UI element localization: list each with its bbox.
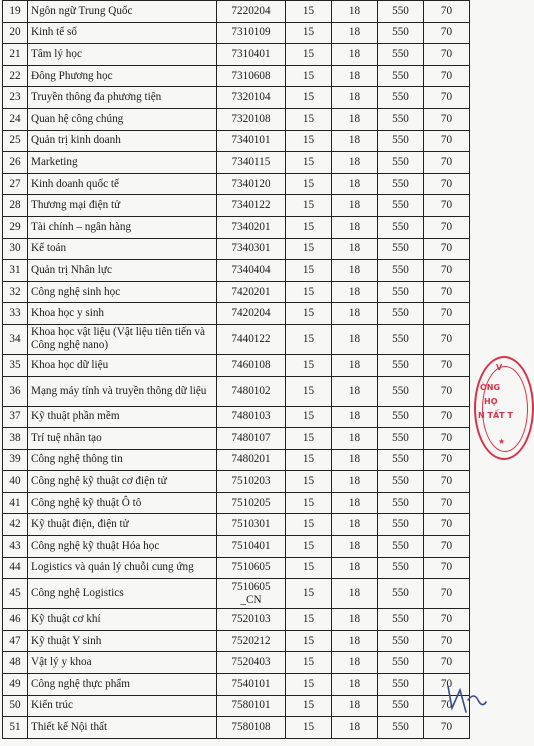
major-code: 7460108 <box>217 354 286 376</box>
value-col-2: 18 <box>332 630 378 652</box>
table-row <box>3 303 470 325</box>
major-name: Truyền thông đa phương tiện <box>28 87 217 109</box>
value-col-4: 70 <box>424 579 470 609</box>
value-col-3: 550 <box>378 428 424 450</box>
value-col-1: 15 <box>286 536 332 558</box>
value-col-3: 550 <box>378 44 424 66</box>
value-col-4: 70 <box>424 22 470 44</box>
row-number: 36 <box>3 376 28 406</box>
major-name: Công nghệ thực phẩm <box>28 674 217 696</box>
value-col-4: 70 <box>424 406 470 428</box>
major-code: 7580108 <box>217 717 286 739</box>
major-name: Kỹ thuật phần mềm <box>28 406 217 428</box>
row-number: 35 <box>3 354 28 376</box>
value-col-3: 550 <box>378 22 424 44</box>
value-col-2: 18 <box>332 324 378 354</box>
major-name: Đông Phương học <box>28 65 217 87</box>
value-col-3: 550 <box>378 303 424 325</box>
value-col-3: 550 <box>378 514 424 536</box>
value-col-3: 550 <box>378 87 424 109</box>
row-number: 19 <box>3 1 28 23</box>
value-col-4: 70 <box>424 238 470 260</box>
value-col-4: 70 <box>424 717 470 739</box>
value-col-3: 550 <box>378 260 424 282</box>
major-name: Kinh tế số <box>28 22 217 44</box>
table-row <box>3 717 470 739</box>
value-col-4: 70 <box>424 108 470 130</box>
major-code: 7540101 <box>217 674 286 696</box>
value-col-2: 18 <box>332 173 378 195</box>
table-row <box>3 130 470 152</box>
handwritten-signature <box>440 678 490 718</box>
value-col-1: 15 <box>286 652 332 674</box>
major-code: 7340404 <box>217 260 286 282</box>
major-name: Khoa học y sinh <box>28 303 217 325</box>
major-name: Công nghệ kỹ thuật Ô tô <box>28 492 217 514</box>
major-name: Quản trị Nhân lực <box>28 260 217 282</box>
row-number: 48 <box>3 652 28 674</box>
value-col-4: 70 <box>424 44 470 66</box>
row-number: 31 <box>3 260 28 282</box>
major-code: 7520403 <box>217 652 286 674</box>
value-col-3: 550 <box>378 324 424 354</box>
value-col-1: 15 <box>286 579 332 609</box>
value-col-4: 70 <box>424 65 470 87</box>
major-code: 7320108 <box>217 108 286 130</box>
value-col-3: 550 <box>378 1 424 23</box>
value-col-1: 15 <box>286 108 332 130</box>
value-col-3: 550 <box>378 717 424 739</box>
major-name: Quan hệ công chúng <box>28 108 217 130</box>
value-col-1: 15 <box>286 324 332 354</box>
value-col-1: 15 <box>286 65 332 87</box>
stamp-text-3: HỌ <box>484 397 498 406</box>
value-col-4: 70 <box>424 281 470 303</box>
stamp-text-1: V <box>496 363 503 372</box>
value-col-3: 550 <box>378 354 424 376</box>
table-row <box>3 536 470 558</box>
major-name: Công nghệ kỹ thuật cơ điện tử <box>28 471 217 493</box>
value-col-3: 550 <box>378 449 424 471</box>
value-col-3: 550 <box>378 195 424 217</box>
row-number: 21 <box>3 44 28 66</box>
major-name: Thương mại điện tử <box>28 195 217 217</box>
value-col-2: 18 <box>332 471 378 493</box>
value-col-4: 70 <box>424 1 470 23</box>
value-col-4: 70 <box>424 87 470 109</box>
row-number: 33 <box>3 303 28 325</box>
row-number: 51 <box>3 717 28 739</box>
value-col-2: 18 <box>332 492 378 514</box>
stamp-text-2: ÒNG <box>480 383 501 392</box>
row-number: 30 <box>3 238 28 260</box>
value-col-3: 550 <box>378 609 424 631</box>
value-col-2: 18 <box>332 376 378 406</box>
value-col-1: 15 <box>286 238 332 260</box>
row-number: 22 <box>3 65 28 87</box>
row-number: 50 <box>3 695 28 717</box>
value-col-2: 18 <box>332 428 378 450</box>
table-row <box>3 376 470 406</box>
table-row <box>3 406 470 428</box>
value-col-1: 15 <box>286 695 332 717</box>
major-name: Tâm lý học <box>28 44 217 66</box>
value-col-1: 15 <box>286 195 332 217</box>
value-col-2: 18 <box>332 514 378 536</box>
table-row <box>3 354 470 376</box>
value-col-1: 15 <box>286 471 332 493</box>
table-row <box>3 579 470 609</box>
value-col-4: 70 <box>424 449 470 471</box>
value-col-3: 550 <box>378 695 424 717</box>
table-row <box>3 87 470 109</box>
major-name: Kinh doanh quốc tế <box>28 173 217 195</box>
value-col-4: 70 <box>424 216 470 238</box>
table-row <box>3 557 470 579</box>
major-code: 7340201 <box>217 216 286 238</box>
row-number: 49 <box>3 674 28 696</box>
value-col-2: 18 <box>332 87 378 109</box>
table-row <box>3 609 470 631</box>
value-col-3: 550 <box>378 65 424 87</box>
value-col-4: 70 <box>424 557 470 579</box>
value-col-1: 15 <box>286 557 332 579</box>
value-col-1: 15 <box>286 152 332 174</box>
value-col-4: 70 <box>424 471 470 493</box>
table-row <box>3 281 470 303</box>
table-row <box>3 238 470 260</box>
value-col-4: 70 <box>424 536 470 558</box>
table-row <box>3 22 470 44</box>
table-row <box>3 108 470 130</box>
value-col-4: 70 <box>424 152 470 174</box>
value-col-4: 70 <box>424 173 470 195</box>
row-number: 42 <box>3 514 28 536</box>
major-code: 7510205 <box>217 492 286 514</box>
value-col-3: 550 <box>378 557 424 579</box>
value-col-1: 15 <box>286 428 332 450</box>
value-col-2: 18 <box>332 195 378 217</box>
row-number: 27 <box>3 173 28 195</box>
major-code: 7580101 <box>217 695 286 717</box>
value-col-2: 18 <box>332 22 378 44</box>
value-col-3: 550 <box>378 652 424 674</box>
major-name: Kiến trúc <box>28 695 217 717</box>
row-number: 39 <box>3 449 28 471</box>
table-row <box>3 260 470 282</box>
value-col-1: 15 <box>286 281 332 303</box>
major-code: 7510605 <box>217 557 286 579</box>
table-row <box>3 216 470 238</box>
row-number: 20 <box>3 22 28 44</box>
value-col-3: 550 <box>378 376 424 406</box>
row-number: 25 <box>3 130 28 152</box>
major-name: Quản trị kinh doanh <box>28 130 217 152</box>
major-name: Công nghệ kỹ thuật Hóa học <box>28 536 217 558</box>
table-row <box>3 1 470 23</box>
table-row <box>3 44 470 66</box>
value-col-3: 550 <box>378 579 424 609</box>
row-number: 26 <box>3 152 28 174</box>
major-code: 7340101 <box>217 130 286 152</box>
value-col-1: 15 <box>286 492 332 514</box>
major-name: Mạng máy tính và truyền thông dữ liệu <box>28 376 217 406</box>
value-col-4: 70 <box>424 324 470 354</box>
value-col-1: 15 <box>286 376 332 406</box>
row-number: 46 <box>3 609 28 631</box>
value-col-2: 18 <box>332 1 378 23</box>
value-col-4: 70 <box>424 674 470 696</box>
value-col-4: 70 <box>424 195 470 217</box>
row-number: 38 <box>3 428 28 450</box>
major-code: 7340115 <box>217 152 286 174</box>
table-row <box>3 428 470 450</box>
value-col-2: 18 <box>332 609 378 631</box>
major-name: Kỹ thuật điện, điện tử <box>28 514 217 536</box>
major-code: 7310109 <box>217 22 286 44</box>
value-col-3: 550 <box>378 281 424 303</box>
value-col-3: 550 <box>378 238 424 260</box>
majors-table-body <box>3 1 470 739</box>
value-col-1: 15 <box>286 354 332 376</box>
major-code: 7440122 <box>217 324 286 354</box>
major-name: Công nghệ sinh học <box>28 281 217 303</box>
major-code: 7320104 <box>217 87 286 109</box>
value-col-1: 15 <box>286 449 332 471</box>
value-col-3: 550 <box>378 130 424 152</box>
row-number: 44 <box>3 557 28 579</box>
value-col-2: 18 <box>332 717 378 739</box>
value-col-2: 18 <box>332 238 378 260</box>
value-col-2: 18 <box>332 674 378 696</box>
value-col-4: 70 <box>424 652 470 674</box>
table-row <box>3 449 470 471</box>
value-col-3: 550 <box>378 630 424 652</box>
major-name: Công nghệ thông tin <box>28 449 217 471</box>
value-col-4: 70 <box>424 303 470 325</box>
major-code: 7510301 <box>217 514 286 536</box>
table-row <box>3 65 470 87</box>
major-name: Vật lý y khoa <box>28 652 217 674</box>
major-name: Marketing <box>28 152 217 174</box>
value-col-4: 70 <box>424 630 470 652</box>
value-col-1: 15 <box>286 303 332 325</box>
value-col-1: 15 <box>286 260 332 282</box>
major-code: 7310608 <box>217 65 286 87</box>
value-col-3: 550 <box>378 173 424 195</box>
major-code: 7510401 <box>217 536 286 558</box>
value-col-4: 70 <box>424 354 470 376</box>
value-col-2: 18 <box>332 406 378 428</box>
value-col-3: 550 <box>378 152 424 174</box>
major-name: Khoa học dữ liệu <box>28 354 217 376</box>
major-name: Kỹ thuật cơ khí <box>28 609 217 631</box>
row-number: 29 <box>3 216 28 238</box>
row-number: 28 <box>3 195 28 217</box>
major-code: 7510605 _CN <box>217 579 286 609</box>
row-number: 32 <box>3 281 28 303</box>
major-name: Thiết kế Nội thất <box>28 717 217 739</box>
major-name: Kỹ thuật Y sinh <box>28 630 217 652</box>
row-number: 43 <box>3 536 28 558</box>
official-stamp <box>474 356 534 460</box>
row-number: 40 <box>3 471 28 493</box>
major-code: 7340301 <box>217 238 286 260</box>
major-code: 7480102 <box>217 376 286 406</box>
value-col-2: 18 <box>332 579 378 609</box>
value-col-4: 70 <box>424 609 470 631</box>
value-col-3: 550 <box>378 216 424 238</box>
row-number: 24 <box>3 108 28 130</box>
value-col-2: 18 <box>332 354 378 376</box>
table-row <box>3 674 470 696</box>
value-col-4: 70 <box>424 695 470 717</box>
value-col-3: 550 <box>378 108 424 130</box>
value-col-2: 18 <box>332 281 378 303</box>
value-col-1: 15 <box>286 406 332 428</box>
major-name: Tài chính – ngân hàng <box>28 216 217 238</box>
major-code: 7220204 <box>217 1 286 23</box>
row-number: 47 <box>3 630 28 652</box>
major-code: 7310401 <box>217 44 286 66</box>
row-number: 23 <box>3 87 28 109</box>
value-col-4: 70 <box>424 130 470 152</box>
value-col-2: 18 <box>332 44 378 66</box>
value-col-1: 15 <box>286 173 332 195</box>
value-col-1: 15 <box>286 674 332 696</box>
table-row <box>3 324 470 354</box>
major-code: 7420201 <box>217 281 286 303</box>
value-col-2: 18 <box>332 449 378 471</box>
row-number: 41 <box>3 492 28 514</box>
value-col-4: 70 <box>424 376 470 406</box>
value-col-2: 18 <box>332 108 378 130</box>
major-name: Khoa học vật liệu (Vật liệu tiên tiến và Công nghệ nano) <box>28 324 217 354</box>
value-col-4: 70 <box>424 492 470 514</box>
major-code: 7510203 <box>217 471 286 493</box>
stamp-text-5: ★ <box>498 437 506 446</box>
table-row <box>3 173 470 195</box>
major-code: 7340120 <box>217 173 286 195</box>
row-number: 34 <box>3 324 28 354</box>
majors-table <box>2 0 470 739</box>
value-col-1: 15 <box>286 22 332 44</box>
value-col-4: 70 <box>424 428 470 450</box>
table-row <box>3 492 470 514</box>
row-number: 37 <box>3 406 28 428</box>
value-col-1: 15 <box>286 717 332 739</box>
table-row <box>3 514 470 536</box>
major-code: 7420204 <box>217 303 286 325</box>
major-name: Trí tuệ nhân tạo <box>28 428 217 450</box>
value-col-2: 18 <box>332 130 378 152</box>
value-col-3: 550 <box>378 406 424 428</box>
value-col-2: 18 <box>332 557 378 579</box>
table-row <box>3 652 470 674</box>
major-code: 7340122 <box>217 195 286 217</box>
value-col-3: 550 <box>378 492 424 514</box>
row-number: 45 <box>3 579 28 609</box>
value-col-2: 18 <box>332 536 378 558</box>
value-col-2: 18 <box>332 303 378 325</box>
value-col-1: 15 <box>286 609 332 631</box>
value-col-2: 18 <box>332 652 378 674</box>
value-col-3: 550 <box>378 674 424 696</box>
major-code: 7480201 <box>217 449 286 471</box>
value-col-3: 550 <box>378 471 424 493</box>
value-col-2: 18 <box>332 65 378 87</box>
major-name: Kế toán <box>28 238 217 260</box>
table-row <box>3 471 470 493</box>
value-col-2: 18 <box>332 260 378 282</box>
value-col-2: 18 <box>332 216 378 238</box>
value-col-4: 70 <box>424 260 470 282</box>
table-row <box>3 630 470 652</box>
value-col-1: 15 <box>286 130 332 152</box>
major-name: Ngôn ngữ Trung Quốc <box>28 1 217 23</box>
value-col-1: 15 <box>286 44 332 66</box>
value-col-4: 70 <box>424 514 470 536</box>
major-name: Logistics và quản lý chuỗi cung ứng <box>28 557 217 579</box>
major-code: 7480103 <box>217 406 286 428</box>
value-col-1: 15 <box>286 87 332 109</box>
value-col-2: 18 <box>332 152 378 174</box>
value-col-1: 15 <box>286 216 332 238</box>
major-code: 7480107 <box>217 428 286 450</box>
value-col-1: 15 <box>286 630 332 652</box>
table-row <box>3 152 470 174</box>
major-name: Công nghệ Logistics <box>28 579 217 609</box>
value-col-1: 15 <box>286 514 332 536</box>
table-row <box>3 195 470 217</box>
major-code: 7520103 <box>217 609 286 631</box>
table-row <box>3 695 470 717</box>
value-col-2: 18 <box>332 695 378 717</box>
stamp-text-4: N TẤT T <box>478 411 513 420</box>
value-col-3: 550 <box>378 536 424 558</box>
major-code: 7520212 <box>217 630 286 652</box>
value-col-1: 15 <box>286 1 332 23</box>
